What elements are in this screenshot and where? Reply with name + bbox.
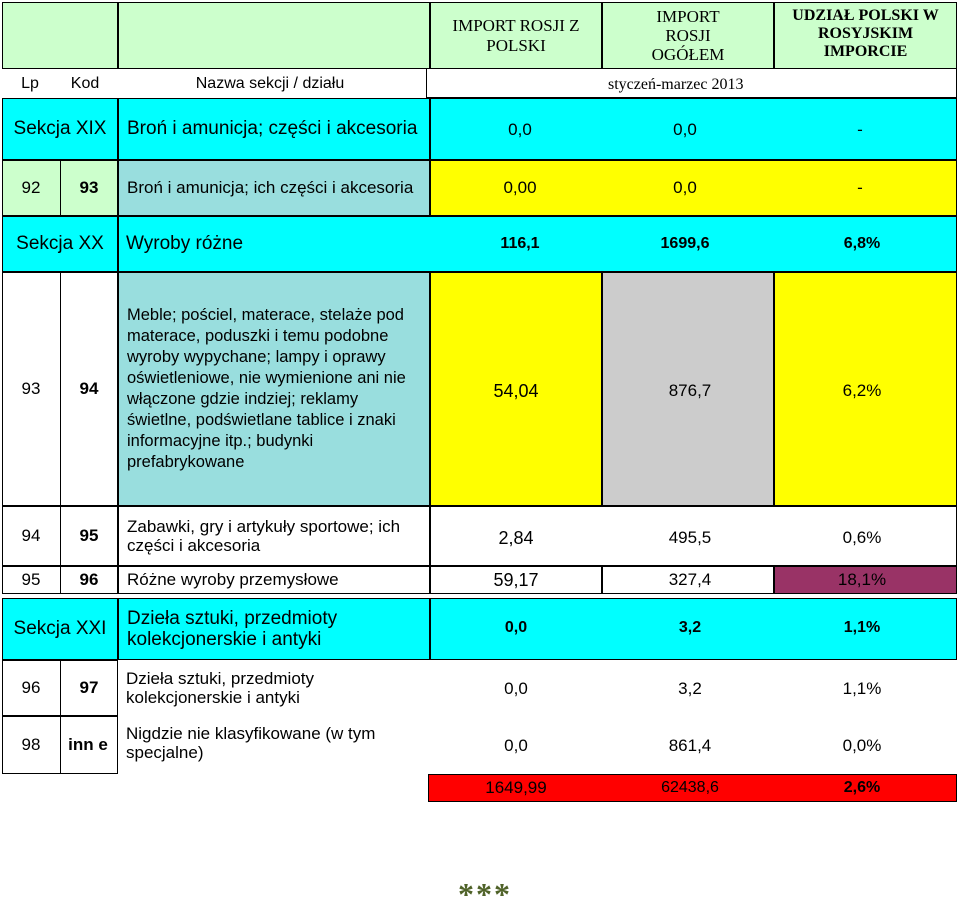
row-name (118, 506, 430, 566)
value-import-total (640, 616, 740, 640)
value-text: 6,2% (842, 381, 882, 400)
value-udzial (812, 525, 912, 551)
row-name (118, 160, 430, 216)
value-import-total (640, 525, 740, 551)
row-lp-text: 92 (21, 178, 41, 197)
value-text: 6,8% (843, 235, 881, 252)
row-kod (60, 566, 118, 594)
value-text: 0,0 (673, 178, 697, 197)
value-text: 327,4 (668, 570, 712, 589)
value-udzial (812, 232, 912, 256)
value-import-total (635, 176, 735, 200)
value-text: 0,0 (673, 120, 697, 139)
value-import-total (640, 676, 740, 702)
row-kod-text: 96 (79, 570, 99, 589)
header-lp-kod-area (2, 2, 118, 69)
row-kod-text: 97 (79, 678, 99, 697)
value-text: 1699,6 (660, 235, 710, 252)
row-name-text: Broń i amunicja; ich części i akcesoria (127, 178, 414, 198)
value-text: 3,2 (678, 619, 702, 636)
value-udzial (810, 176, 910, 200)
value-import-pl (466, 733, 566, 759)
value-text: 0,6% (842, 528, 882, 547)
row-name (118, 660, 430, 716)
row-lp (2, 272, 60, 506)
row-lp (2, 160, 60, 216)
section-label-xx (2, 216, 118, 272)
section-name-xx (126, 216, 426, 272)
row-kod-text: 93 (79, 178, 99, 197)
section-label-text: Sekcja XXI (13, 618, 107, 640)
value-text: 0,0 (508, 120, 532, 139)
value-import-total (640, 378, 740, 404)
section-label-xxi (2, 598, 118, 660)
row-name-text: Dzieła sztuki, przedmioty kolekcjonerskie i antyki (126, 668, 315, 707)
row-lp-text: 96 (21, 678, 41, 697)
section-label-xix (2, 98, 118, 160)
row-lp (2, 506, 60, 566)
row-kod (68, 716, 108, 774)
value-udzial (810, 118, 910, 142)
value-udzial (812, 676, 912, 702)
total-text: 1649,99 (485, 778, 547, 797)
value-import-total (635, 118, 735, 142)
total-import-pl (466, 775, 566, 801)
total-import-total (640, 775, 740, 801)
value-import-pl (466, 676, 566, 702)
value-text: 861,4 (668, 736, 712, 755)
section-name-text: Broń i amunicja; części i akcesoria (127, 118, 418, 140)
header-nazwa (150, 72, 390, 96)
value-text: 0,0% (842, 736, 882, 755)
header-lp (10, 72, 50, 96)
total-text: 62438,6 (661, 779, 719, 796)
value-text: 876,7 (668, 381, 712, 400)
header-name-area (118, 2, 430, 69)
value-text: - (857, 178, 863, 197)
value-udzial (812, 567, 912, 593)
value-import-pl (470, 118, 570, 142)
row-name-text: Różne wyroby przemysłowe (127, 570, 339, 589)
row-lp (2, 716, 60, 774)
header-kod-text: Kod (70, 75, 100, 92)
row-name (118, 566, 430, 594)
value-text: 3,2 (678, 679, 702, 698)
section-label-text: Sekcja XX (16, 233, 104, 255)
section-name-xix (118, 98, 430, 160)
row-name (118, 716, 430, 774)
row-name-text: Nigdzie nie klasyfikowane (w tym specjalne) (126, 724, 376, 763)
value-udzial (812, 616, 912, 640)
header-import-ogolem (602, 2, 774, 69)
value-text: 2,84 (498, 527, 534, 548)
value-text: - (857, 120, 863, 139)
section-name-text: Wyroby różne (126, 233, 244, 254)
value-text: 1,1% (842, 679, 882, 698)
header-import-z-polski (430, 2, 602, 69)
row-kod-text: 94 (79, 379, 99, 398)
row-kod (60, 272, 118, 506)
value-text: 0,0 (504, 679, 528, 698)
row-kod-text: 95 (79, 526, 99, 545)
row-kod (60, 660, 118, 716)
value-text: 59,17 (493, 569, 539, 590)
header-udzial (774, 2, 957, 69)
header-udzial-text: UDZIAŁ POLSKI W ROSYJSKIM IMPORCIE (792, 7, 939, 60)
header-nazwa-text: Nazwa sekcji / działu (195, 75, 345, 92)
row-kod (60, 160, 118, 216)
header-period (608, 74, 788, 96)
section-name-xxi (118, 598, 430, 660)
value-udzial (812, 733, 912, 759)
value-import-pl (470, 176, 570, 200)
value-text: 116,1 (500, 235, 540, 252)
value-text: 0,00 (503, 178, 537, 197)
row-lp-text: 94 (21, 526, 41, 545)
value-text: 495,5 (668, 528, 712, 547)
value-import-pl (466, 525, 566, 551)
value-text: 0,0 (504, 619, 528, 636)
header-kod (60, 72, 110, 96)
row-name (118, 272, 430, 506)
header-import-z-polski-text: IMPORT ROSJI Z POLSKI (452, 16, 580, 55)
row-lp-text: 93 (21, 379, 41, 398)
footer-stars (440, 875, 530, 912)
value-import-pl (466, 567, 566, 593)
value-import-pl (466, 616, 566, 640)
section-name-text: Dzieła sztuki, przedmioty kolekcjonerskie i antyki (127, 607, 338, 650)
value-import-pl (470, 232, 570, 256)
value-import-total (630, 232, 740, 256)
value-text: 54,04 (493, 380, 539, 401)
row-lp-text: 95 (21, 570, 41, 589)
value-text: 1,1% (843, 619, 881, 636)
value-text: 18,1% (837, 570, 887, 589)
value-udzial (812, 378, 912, 404)
header-period-text: styczeń-marzec 2013 (608, 76, 744, 93)
row-name-text: Meble; pościel, materace, stelaże pod materace, poduszki i temu podobne wyroby wypychane; lampy i oprawy oświetleniowe, nie wymienione ani nie włączone gdzie indziej; reklamy świetlne, podświetlane tablice i znaki informacyjne itp.; budynki prefabrykowane (127, 305, 406, 472)
row-lp (2, 566, 60, 594)
row-lp-text: 98 (21, 735, 41, 754)
row-divider (60, 716, 61, 774)
total-udzial (812, 775, 912, 801)
total-text: 2,6% (843, 779, 881, 796)
footer-stars-text: *** (458, 875, 512, 912)
value-text: 0,0 (504, 736, 528, 755)
header-import-ogolem-text: IMPORT ROSJI OGÓŁEM (651, 6, 725, 65)
row-kod (60, 506, 118, 566)
section-label-text: Sekcja XIX (13, 118, 107, 140)
row-lp (2, 660, 60, 716)
value-import-total (640, 733, 740, 759)
header-lp-text: Lp (21, 75, 39, 92)
row-name-text: Zabawki, gry i artykuły sportowe; ich części i akcesoria (127, 516, 401, 555)
row-kod-text: inn e (68, 735, 108, 755)
value-import-pl (466, 378, 566, 404)
value-import-total (640, 567, 740, 593)
